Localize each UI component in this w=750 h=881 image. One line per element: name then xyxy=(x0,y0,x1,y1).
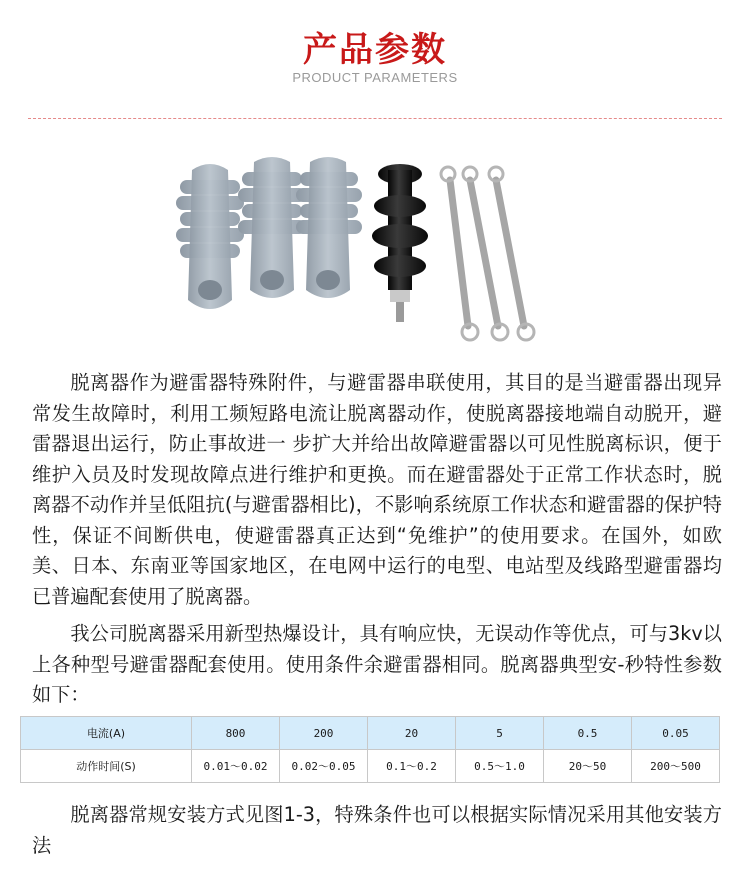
table-cell: 0.1～0.2 xyxy=(368,750,456,783)
paragraph-installation: 脱离器常规安装方式见图1-3，特殊条件也可以根据实际情况采用其他安装方法 xyxy=(32,803,722,857)
row-label-time: 动作时间(S) xyxy=(21,750,192,783)
table-row xyxy=(21,750,720,783)
section-divider xyxy=(28,118,722,119)
insulator-gray-3 xyxy=(296,157,362,298)
table-row xyxy=(21,717,720,750)
table-cell: 20 xyxy=(368,717,456,750)
table-cell: 0.05 xyxy=(632,717,720,750)
product-photo xyxy=(150,140,600,350)
parameter-table xyxy=(20,716,720,783)
insulator-gray-1 xyxy=(176,164,244,309)
table-cell: 0.5 xyxy=(544,717,632,750)
table-cell: 0.02～0.05 xyxy=(280,750,368,783)
table-cell: 5 xyxy=(456,717,544,750)
page-subtitle: PRODUCT PARAMETERS xyxy=(292,70,458,85)
disconnector-black xyxy=(372,164,428,322)
insulator-gray-2 xyxy=(238,157,306,298)
table-cell: 20～50 xyxy=(544,750,632,783)
page-title: 产品参数 xyxy=(303,30,447,70)
table-cell: 0.01～0.02 xyxy=(192,750,280,783)
paragraph-intro: 脱离器作为避雷器特殊附件，与避雷器串联使用，其目的是当避雷器出现异常发生故障时，利用工频短路电流让脱离器动作，使脱离器接地端自动脱开，避雷器退出运行，防止事故进一 步扩大并给出故障避雷器以可见性脱离标识，便于维护入员及时发现故障点进行维护和更换。而在避雷器处于正常工作状态时，脱离器不动作并呈低阻抗(与避雷器相比)，不影响系统原工作状态和避雷器的保护特性，保证不间断供电，使避雷器真正达到“免维护”的使用要求。在国外，如欧美、日本、东南亚等国家地区，在电网中运行的电型、电站型及线路型避雷器均已普遍配套使用了脱离器。 xyxy=(32,371,722,608)
table-cell: 200～500 xyxy=(632,750,720,783)
braided-wires xyxy=(450,180,524,326)
table-cell: 0.5～1.0 xyxy=(456,750,544,783)
row-label-current: 电流(A) xyxy=(21,717,192,750)
table-cell: 800 xyxy=(192,717,280,750)
table-cell: 200 xyxy=(280,717,368,750)
paragraph-company: 我公司脱离器采用新型热爆设计，具有响应快，无误动作等优点，可与3kv以上各种型号避雷器配套使用。使用条件余避雷器相同。脱离器典型安-秒特性参数如下： xyxy=(32,622,722,706)
